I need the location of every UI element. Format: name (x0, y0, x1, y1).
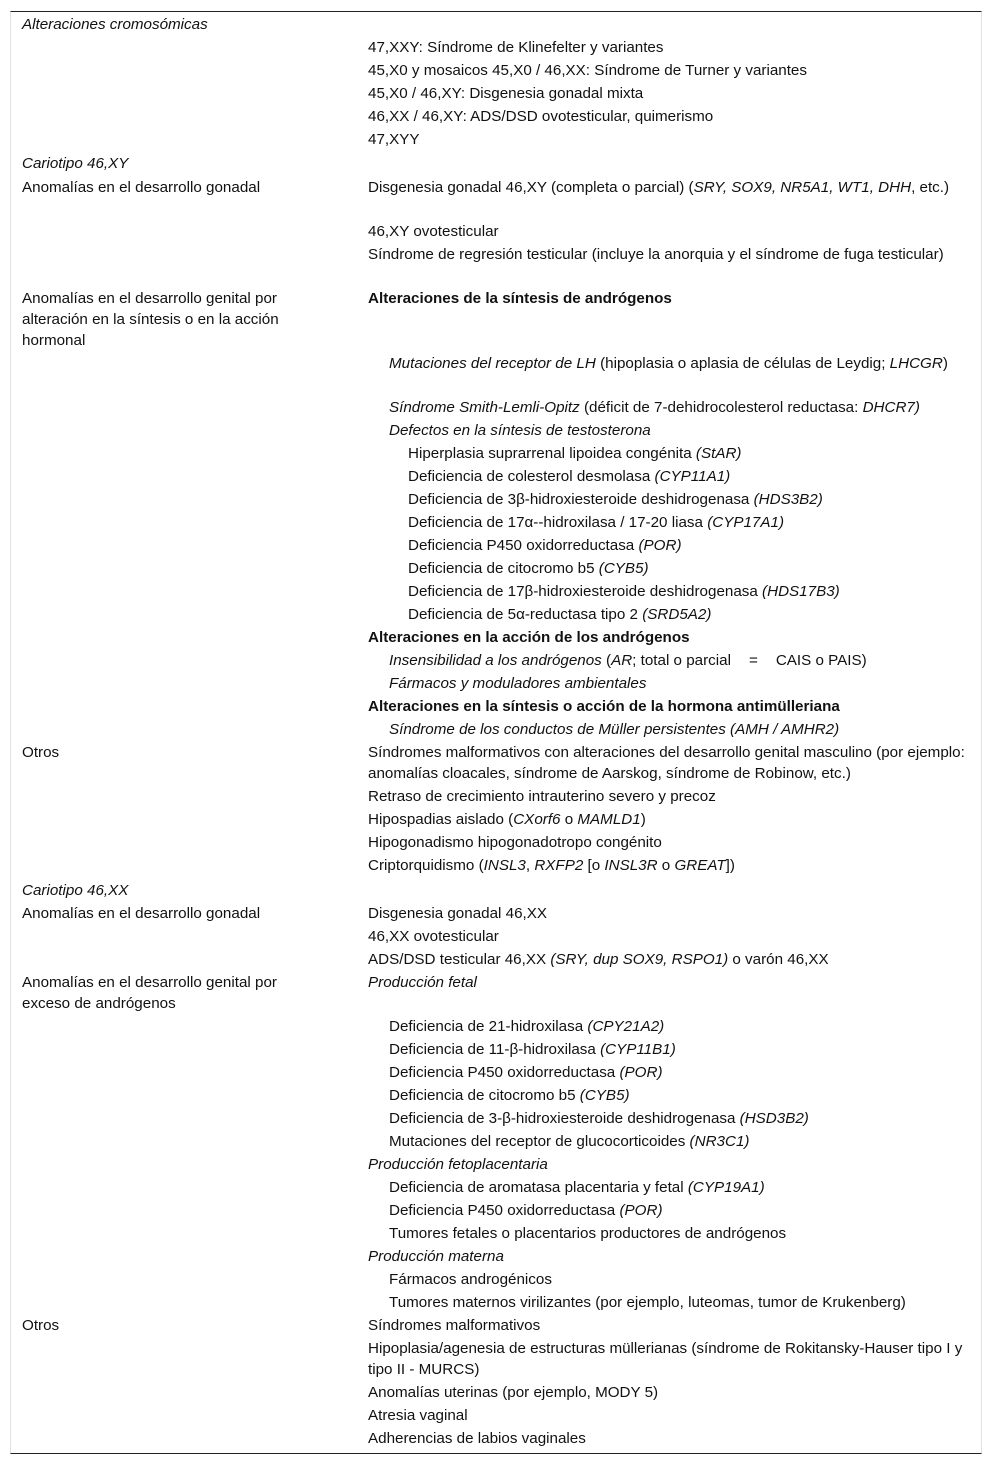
xy-otros-item: Retraso de crecimiento intrauterino severo y precoz (368, 788, 716, 805)
gene: INSL3 (483, 857, 526, 874)
gene: (POR) (638, 537, 682, 554)
text: o (560, 811, 578, 828)
xy-testosterone-heading: Defectos en la síntesis de testosterona (389, 422, 651, 439)
gene: SRY, SOX9, NR5A1, WT1, DHH (693, 179, 912, 196)
chrom-item: 47,XYY (368, 131, 420, 148)
xy-otros-item: Síndromes malformativos con alteraciones del desarrollo genital masculino (por ejemplo: anomalías cloacales, síndrome de Aarskog, síndrome de Robinow, etc.) (368, 744, 965, 782)
classification-table (10, 11, 982, 1454)
gene: CXorf6 (513, 811, 561, 828)
text: o varón 46,XX (728, 951, 829, 968)
text: Disgenesia gonadal 46,XY (completa o parcial) ( (368, 179, 694, 196)
text: ]) (725, 857, 735, 874)
gene: (CYP19A1) (687, 1179, 765, 1196)
gene: DHCR7) (862, 399, 920, 416)
gene: INSL3R (604, 857, 658, 874)
xx-otros-item: Anomalías uterinas (por ejemplo, MODY 5) (368, 1384, 659, 1401)
xx-fetopl-item (368, 1200, 989, 1221)
xy-testo-item (368, 466, 992, 487)
gene: (HDS17B3) (762, 583, 840, 600)
xx-maternal-heading: Producción materna (368, 1248, 504, 1265)
xy-otros-label: Otros (22, 744, 60, 761)
gene: (CYB5) (598, 560, 649, 577)
gene: (CYP11A1) (654, 468, 731, 485)
text: Mutaciones del receptor de LH (389, 355, 596, 372)
text: Deficiencia de citocromo b5 (389, 1087, 580, 1104)
chrom-item: 46,XX / 46,XY: ADS/DSD ovotesticular, quimerismo (368, 108, 714, 125)
xx-gonadal-item: Disgenesia gonadal 46,XX (368, 905, 548, 922)
gene: GREAT (674, 857, 726, 874)
text: Deficiencia P450 oxidorreductasa (408, 537, 639, 554)
xy-amh-heading: Alteraciones en la síntesis o acción de la hormona antimülleriana (368, 698, 840, 715)
text: ) (942, 355, 948, 372)
text: ) (640, 811, 646, 828)
xx-otros-label: Otros (22, 1317, 60, 1334)
xy-hormonal-label: Anomalías en el desarrollo genital por alteración en la síntesis o en la acción hormonal (22, 290, 279, 349)
text: (hipoplasia o aplasia de células de Leydig; (595, 355, 890, 372)
gene: RXFP2 (534, 857, 584, 874)
xx-fetal-heading: Producción fetal (368, 974, 477, 991)
xy-testo-item (368, 535, 992, 556)
gene: (NR3C1) (689, 1133, 750, 1150)
gene: (HDS3B2) (753, 491, 823, 508)
text: (déficit de 7-dehidrocolesterol reductasa: (579, 399, 863, 416)
text: Deficiencia de 3β-hidroxiesteroide deshidrogenasa (408, 491, 754, 508)
text: ADS/DSD testicular 46,XX (368, 951, 551, 968)
gene: (SRD5A2) (642, 606, 712, 623)
text: Deficiencia de 5α-reductasa tipo 2 (408, 606, 643, 623)
xy-otros-item (368, 809, 968, 830)
xy-testo-item (368, 581, 992, 602)
xx-fetal-item (368, 1016, 989, 1037)
section-chromosomal: Alteraciones cromosómicas (22, 16, 208, 33)
section-46xy: Cariotipo 46,XY (22, 155, 129, 172)
xy-muller-item: Síndrome de los conductos de Müller persistentes (AMH / AMHR2) (389, 721, 840, 738)
chrom-item: 45,X0 / 46,XY: Disgenesia gonadal mixta (368, 85, 644, 102)
xx-maternal-item: Fármacos androgénicos (389, 1271, 552, 1288)
gene: (StAR) (695, 445, 742, 462)
gene: (POR) (619, 1202, 663, 1219)
text: Deficiencia P450 oxidorreductasa (389, 1064, 620, 1081)
text: Deficiencia de 3-β-hidroxiesteroide deshidrogenasa (389, 1110, 740, 1127)
xy-action-heading: Alteraciones en la acción de los andrógenos (368, 629, 690, 646)
gene: (CYB5) (579, 1087, 630, 1104)
text: Tumores fetales o placentarios productores de andrógenos (389, 1225, 787, 1242)
section-46xx: Cariotipo 46,XX (22, 882, 129, 899)
xy-gonadal-label: Anomalías en el desarrollo gonadal (22, 179, 261, 196)
xx-fetal-item (368, 1131, 989, 1152)
gene: AR (611, 652, 633, 669)
text: [o (583, 857, 605, 874)
text: Hipospadias aislado ( (368, 811, 514, 828)
xx-gonadal-label: Anomalías en el desarrollo gonadal (22, 905, 261, 922)
xx-fetal-item (368, 1062, 989, 1083)
xy-gonadal-item: Síndrome de regresión testicular (incluye la anorquia y el síndrome de fuga testicular) (368, 246, 944, 263)
text: Deficiencia de 11-β-hidroxilasa (389, 1041, 601, 1058)
xy-gonadal-item: 46,XY ovotesticular (368, 223, 499, 240)
xx-maternal-item: Tumores maternos virilizantes (por ejemplo, luteomas, tumor de Krukenberg) (389, 1294, 906, 1311)
text: Deficiencia de 17α--hidroxilasa / 17-20 liasa (408, 514, 708, 531)
text: Deficiencia de colesterol desmolasa (408, 468, 655, 485)
xx-gonadal-item (368, 949, 968, 970)
xx-fetoplacental-heading: Producción fetoplacentaria (368, 1156, 548, 1173)
text: Mutaciones del receptor de glucocorticoides (389, 1133, 690, 1150)
xx-otros-item: Adherencias de labios vaginales (368, 1430, 586, 1447)
text: CAIS o PAIS) (775, 652, 867, 669)
xy-otros-item (368, 855, 968, 876)
text: Criptorquidismo ( (368, 857, 484, 874)
gene: (CYP11B1) (600, 1041, 676, 1058)
text: Deficiencia de 21-hidroxilasa (389, 1018, 588, 1035)
xy-insensitivity-item (368, 650, 989, 671)
xx-fetal-item (368, 1085, 989, 1106)
gene: (CYP17A1) (707, 514, 785, 531)
xx-gonadal-item: 46,XX ovotesticular (368, 928, 499, 945)
chrom-item: 45,X0 y mosaicos 45,X0 / 46,XX: Síndrome de Turner y variantes (368, 62, 807, 79)
xy-testo-item (368, 604, 992, 625)
equals-sign: = (748, 652, 758, 669)
gene: (SRY, dup SOX9, RSPO1) (550, 951, 729, 968)
text: Hiperplasia suprarrenal lipoidea congénita (408, 445, 696, 462)
xy-synthesis-heading: Alteraciones de la síntesis de andrógenos (368, 290, 672, 307)
xx-androgen-label: Anomalías en el desarrollo genital por exceso de andrógenos (22, 974, 277, 1012)
chrom-item: 47,XXY: Síndrome de Klinefelter y variantes (368, 39, 664, 56)
xx-otros-item: Atresia vaginal (368, 1407, 468, 1424)
text: o (657, 857, 675, 874)
xy-testo-item (368, 512, 992, 533)
text: Deficiencia de citocromo b5 (408, 560, 599, 577)
text: , etc.) (911, 179, 950, 196)
gene: MAMLD1 (577, 811, 641, 828)
text: Deficiencia de aromatasa placentaria y fetal (389, 1179, 688, 1196)
xx-fetopl-item (368, 1223, 989, 1244)
xx-fetopl-item (368, 1177, 989, 1198)
xy-drugs-item: Fármacos y moduladores ambientales (389, 675, 647, 692)
text: ( (601, 652, 612, 669)
xy-otros-item: Hipogonadismo hipogonadotropo congénito (368, 834, 662, 851)
xy-testo-item (368, 489, 992, 510)
xy-testo-item (368, 558, 992, 579)
gene: LHCGR (889, 355, 943, 372)
xx-fetal-item (368, 1108, 989, 1129)
xy-lh-item (368, 353, 968, 374)
text: ; total o parcial (632, 652, 731, 669)
text: Deficiencia P450 oxidorreductasa (389, 1202, 620, 1219)
gene: (CPY21A2) (587, 1018, 665, 1035)
text: Deficiencia de 17β-hidroxiesteroide deshidrogenasa (408, 583, 763, 600)
text: , (525, 857, 535, 874)
text: Insensibilidad a los andrógenos (389, 652, 602, 669)
xx-otros-item: Síndromes malformativos (368, 1317, 541, 1334)
gene: (POR) (619, 1064, 663, 1081)
xx-fetal-item (368, 1039, 989, 1060)
gene: (HSD3B2) (739, 1110, 809, 1127)
xy-testo-item (368, 443, 992, 464)
xx-otros-item: Hipoplasia/agenesia de estructuras müllerianas (síndrome de Rokitansky-Hauser tipo I y tipo II - MURCS) (368, 1340, 963, 1378)
text: Síndrome Smith-Lemli-Opitz (389, 399, 580, 416)
xy-slo-item (368, 397, 989, 418)
xy-gonadal-item (368, 177, 968, 198)
